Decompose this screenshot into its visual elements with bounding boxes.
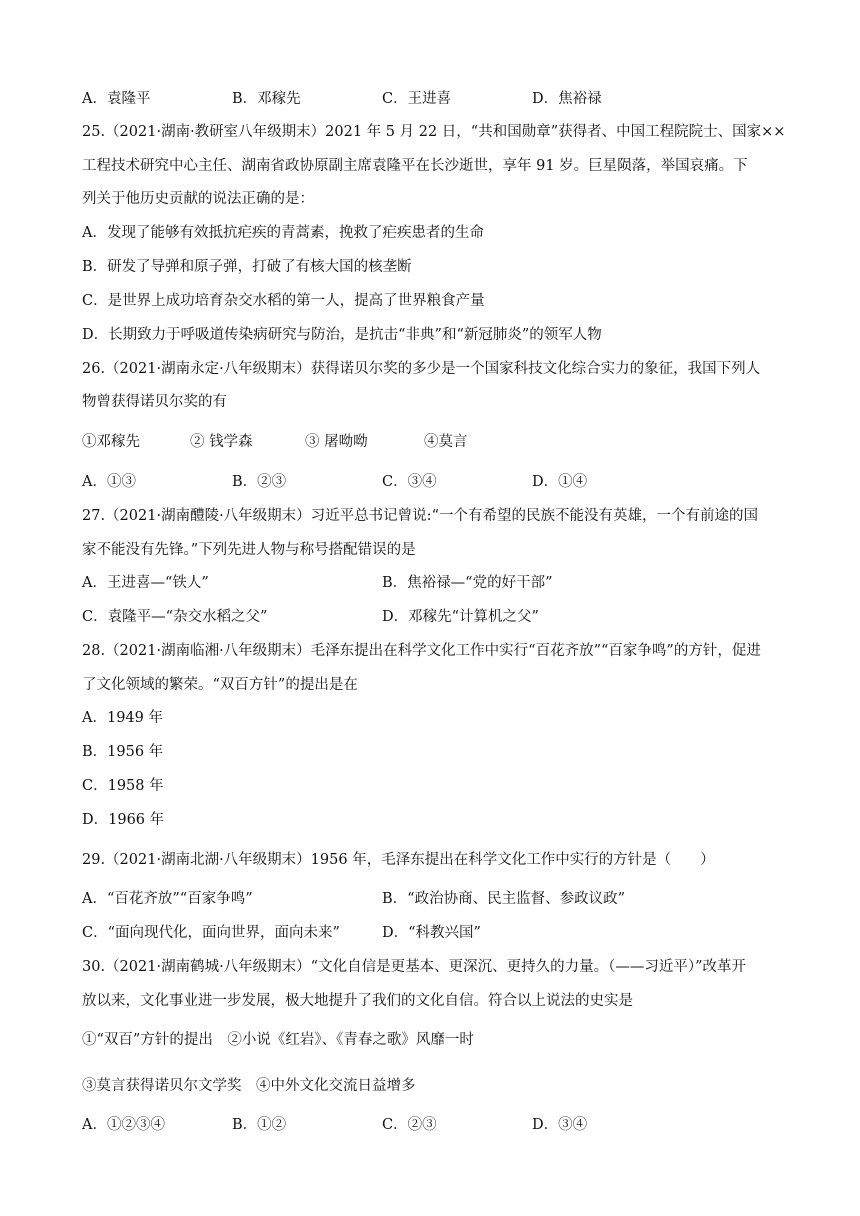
- q26-item-3: ③ 屠呦呦: [305, 434, 368, 450]
- q24-option-b: B．邓稼先: [232, 91, 301, 107]
- q24-option-d: D．焦裕禄: [532, 91, 602, 107]
- q29-option-c: C．“面向现代化，面向世界，面向未来”: [82, 925, 340, 941]
- q25-stem-line3: 列关于他历史贡献的说法正确的是：: [82, 191, 314, 207]
- q29-option-b: B．“政治协商、民主监督、参政议政”: [382, 891, 625, 907]
- q28-option-b: B．1956 年: [82, 744, 164, 760]
- q25-stem-line2: 工程技术研究中心主任、湖南省政协原副主席袁隆平在长沙逝世，享年 91 岁。巨星陨落，举国哀痛。下: [82, 158, 748, 174]
- q30-stem-line1: 30.（2021·湖南鹤城·八年级期末）“文化自信是更基本、更深沉、更持久的力量。（——习近平）”改革开: [82, 959, 747, 975]
- q25-option-a: A．发现了能够有效抵抗疟疾的青蒿素，挽救了疟疾患者的生命: [82, 225, 484, 241]
- q28-stem-line2: 了文化领域的繁荣。“双百方针”的提出是在: [82, 677, 358, 693]
- q25-option-b: B．研发了导弹和原子弹，打破了有核大国的核垄断: [82, 259, 412, 275]
- q28-option-d: D．1966 年: [82, 812, 165, 828]
- q30-items-line2: ③莫言获得诺贝尔文学奖 ④中外文化交流日益增多: [82, 1078, 416, 1094]
- q26-option-d: D．①④: [532, 474, 588, 490]
- q27-option-a: A．王进喜—“铁人”: [82, 575, 209, 591]
- q26-item-1: ①邓稼先: [82, 434, 140, 450]
- q30-option-b: B．①②: [232, 1117, 287, 1133]
- q30-option-c: C．②③: [382, 1117, 437, 1133]
- q27-option-c: C．袁隆平—“杂交水稻之父”: [82, 609, 268, 625]
- q24-option-c: C．王进喜: [382, 91, 452, 107]
- q26-option-a: A．①③: [82, 474, 136, 490]
- q25-option-d: D．长期致力于呼吸道传染病研究与防治，是抗击“非典”和“新冠肺炎”的领军人物: [82, 327, 602, 343]
- q30-items-line1: ①“双百”方针的提出 ②小说《红岩》、《青春之歌》风靡一时: [82, 1032, 474, 1048]
- q26-option-b: B．②③: [232, 474, 287, 490]
- q26-stem-line1: 26.（2021·湖南永定·八年级期末）获得诺贝尔奖的多少是一个国家科技文化综合实力的象征，我国下列人: [82, 361, 761, 377]
- q26-item-2: ② 钱学森: [190, 434, 253, 450]
- q26-item-4: ④莫言: [424, 434, 468, 450]
- q28-option-a: A．1949 年: [82, 710, 163, 726]
- q29-option-d: D．“科教兴国”: [382, 925, 481, 941]
- q27-option-d: D．邓稼先“计算机之父”: [382, 609, 539, 625]
- q24-option-a: A．袁隆平: [82, 91, 151, 107]
- q27-option-b: B．焦裕禄—“党的好干部”: [382, 575, 553, 591]
- q25-stem-line1: 25.（2021·湖南·教研室八年级期末）2021 年 5 月 22 日，“共和国勋章”获得者、中国工程院院士、国家××: [82, 124, 786, 140]
- q28-stem-line1: 28.（2021·湖南临湘·八年级期末）毛泽东提出在科学文化工作中实行“百花齐放”“百家争鸣”的方针，促进: [82, 643, 761, 659]
- q29-option-a: A．“百花齐放”“百家争鸣”: [82, 891, 253, 907]
- q30-option-d: D．③④: [532, 1117, 588, 1133]
- q28-option-c: C．1958 年: [82, 778, 164, 794]
- q26-stem-line2: 物曾获得诺贝尔奖的有: [82, 394, 227, 410]
- q29-stem: 29.（2021·湖南北湖·八年级期末）1956 年，毛泽东提出在科学文化工作中实行的方针是（ ）: [82, 852, 715, 868]
- q27-stem-line2: 家不能没有先锋。”下列先进人物与称号搭配错误的是: [82, 542, 416, 558]
- q26-option-c: C．③④: [382, 474, 437, 490]
- q30-stem-line2: 放以来，文化事业进一步发展，极大地提升了我们的文化自信。符合以上说法的史实是: [82, 993, 633, 1009]
- q27-stem-line1: 27.（2021·湖南醴陵·八年级期末）习近平总书记曾说:“一个有希望的民族不能没有英雄，一个有前途的国: [82, 508, 758, 524]
- q25-option-c: C．是世界上成功培育杂交水稻的第一人，提高了世界粮食产量: [82, 293, 485, 309]
- q30-option-a: A．①②③④: [82, 1117, 165, 1133]
